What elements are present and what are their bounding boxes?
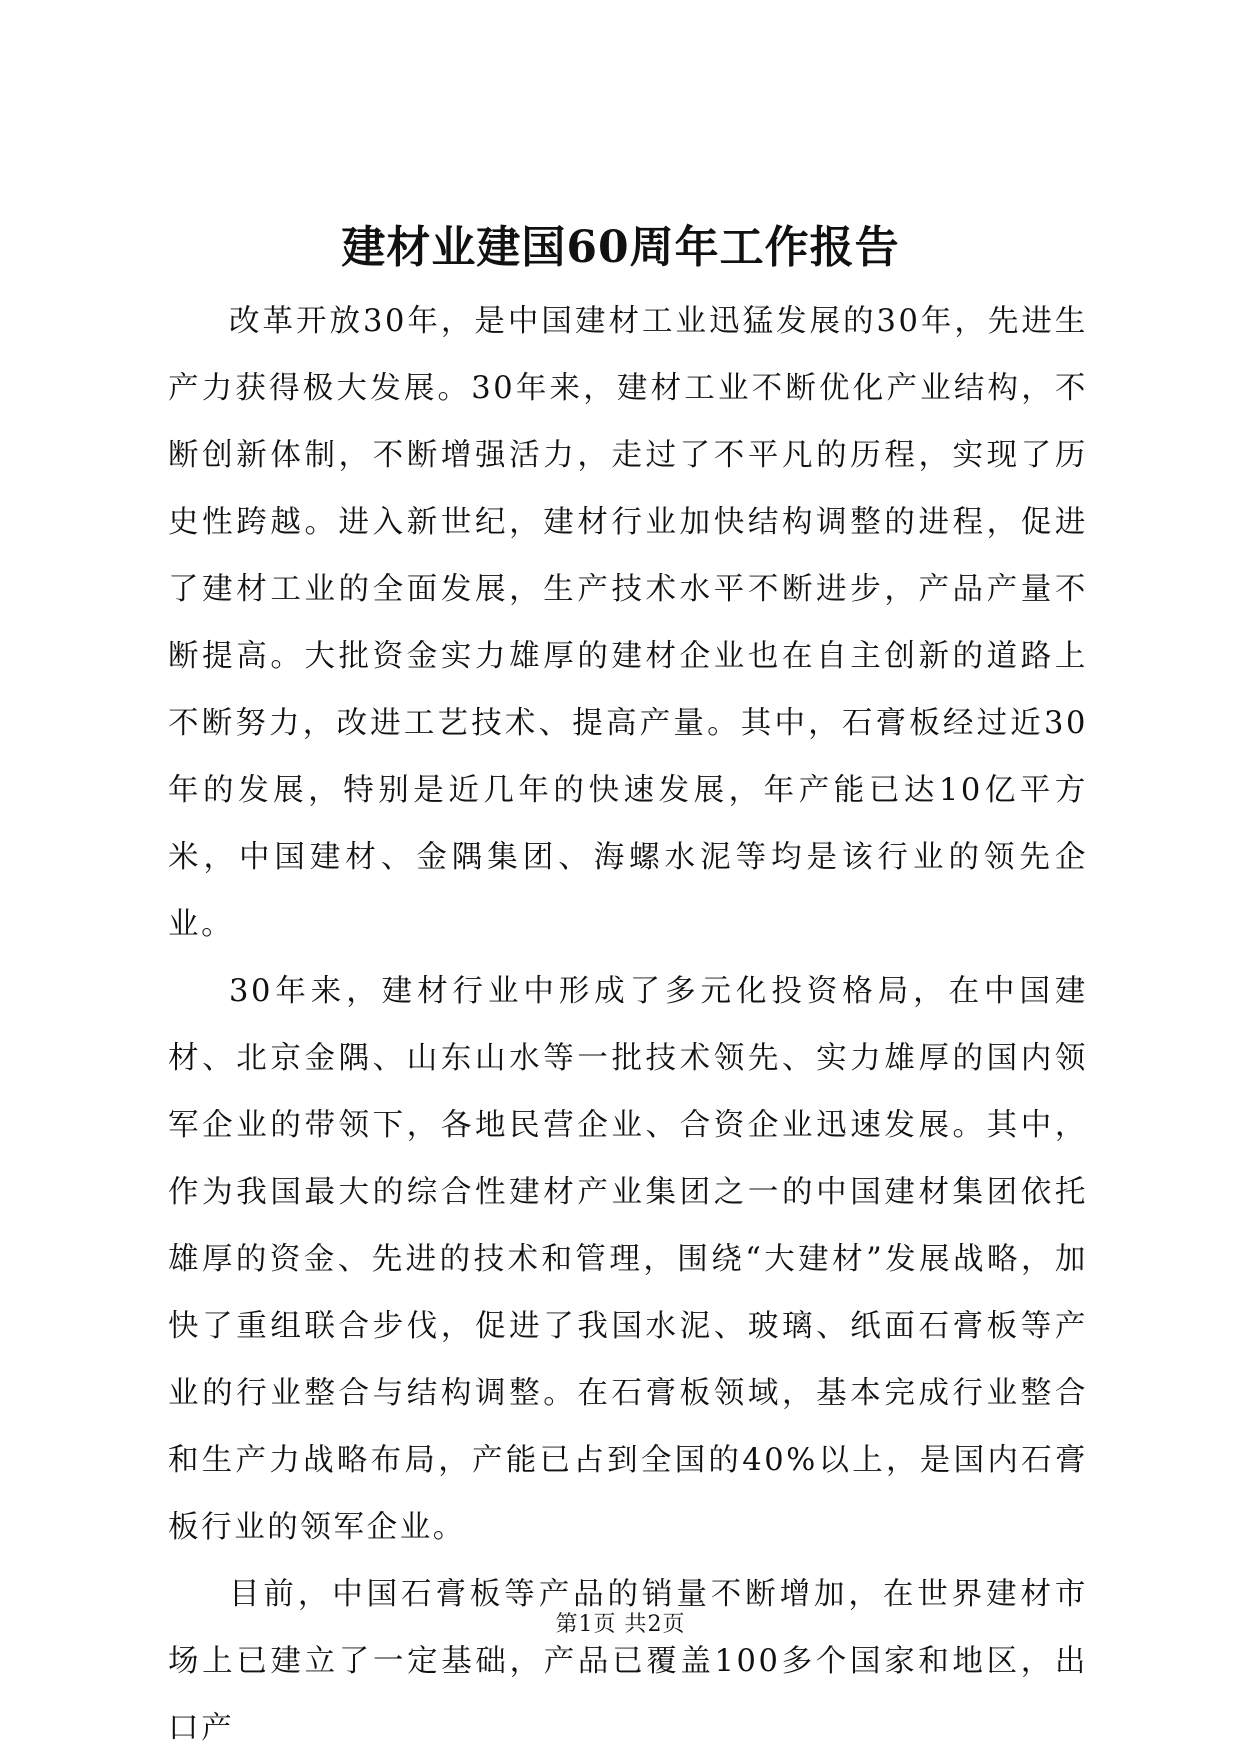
- document-body: [168, 288, 1088, 1762]
- paragraph-1: 改革开放30年，是中国建材工业迅猛发展的30年，先进生产力获得极大发展。30年来，建材工业不断优化产业结构，不断创新体制，不断增强活力，走过了不平凡的历程，实现了历史性跨越。进入新世纪，建材行业加快结构调整的进程，促进了建材工业的全面发展，生产技术水平不断进步，产品产量不断提高。大批资金实力雄厚的建材企业也在自主创新的道路上不断努力，改进工艺技术、提高产量。其中，石膏板经过近30年的发展，特别是近几年的快速发展，年产能已达10亿平方米，中国建材、金隅集团、海螺水泥等均是该行业的领先企业。: [168, 304, 1088, 942]
- page-footer: 第1页 共2页: [555, 1612, 686, 1637]
- paragraph-3: 目前，中国石膏板等产品的销量不断增加，在世界建材市场上已建立了一定基础，产品已覆盖100多个国家和地区，出口产: [168, 1577, 1088, 1746]
- document-title: 建材业建国60周年工作报告: [341, 222, 900, 273]
- paragraph-2: 30年来，建材行业中形成了多元化投资格局，在中国建材、北京金隅、山东山水等一批技术领先、实力雄厚的国内领军企业的带领下，各地民营企业、合资企业迅速发展。其中，作为我国最大的综合性建材产业集团之一的中国建材集团依托雄厚的资金、先进的技术和管理，围绕“大建材”发展战略，加快了重组联合步伐，促进了我国水泥、玻璃、纸面石膏板等产业的行业整合与结构调整。在石膏板领域，基本完成行业整合和生产力战略布局，产能已占到全国的40%以上，是国内石膏板行业的领军企业。: [168, 974, 1088, 1545]
